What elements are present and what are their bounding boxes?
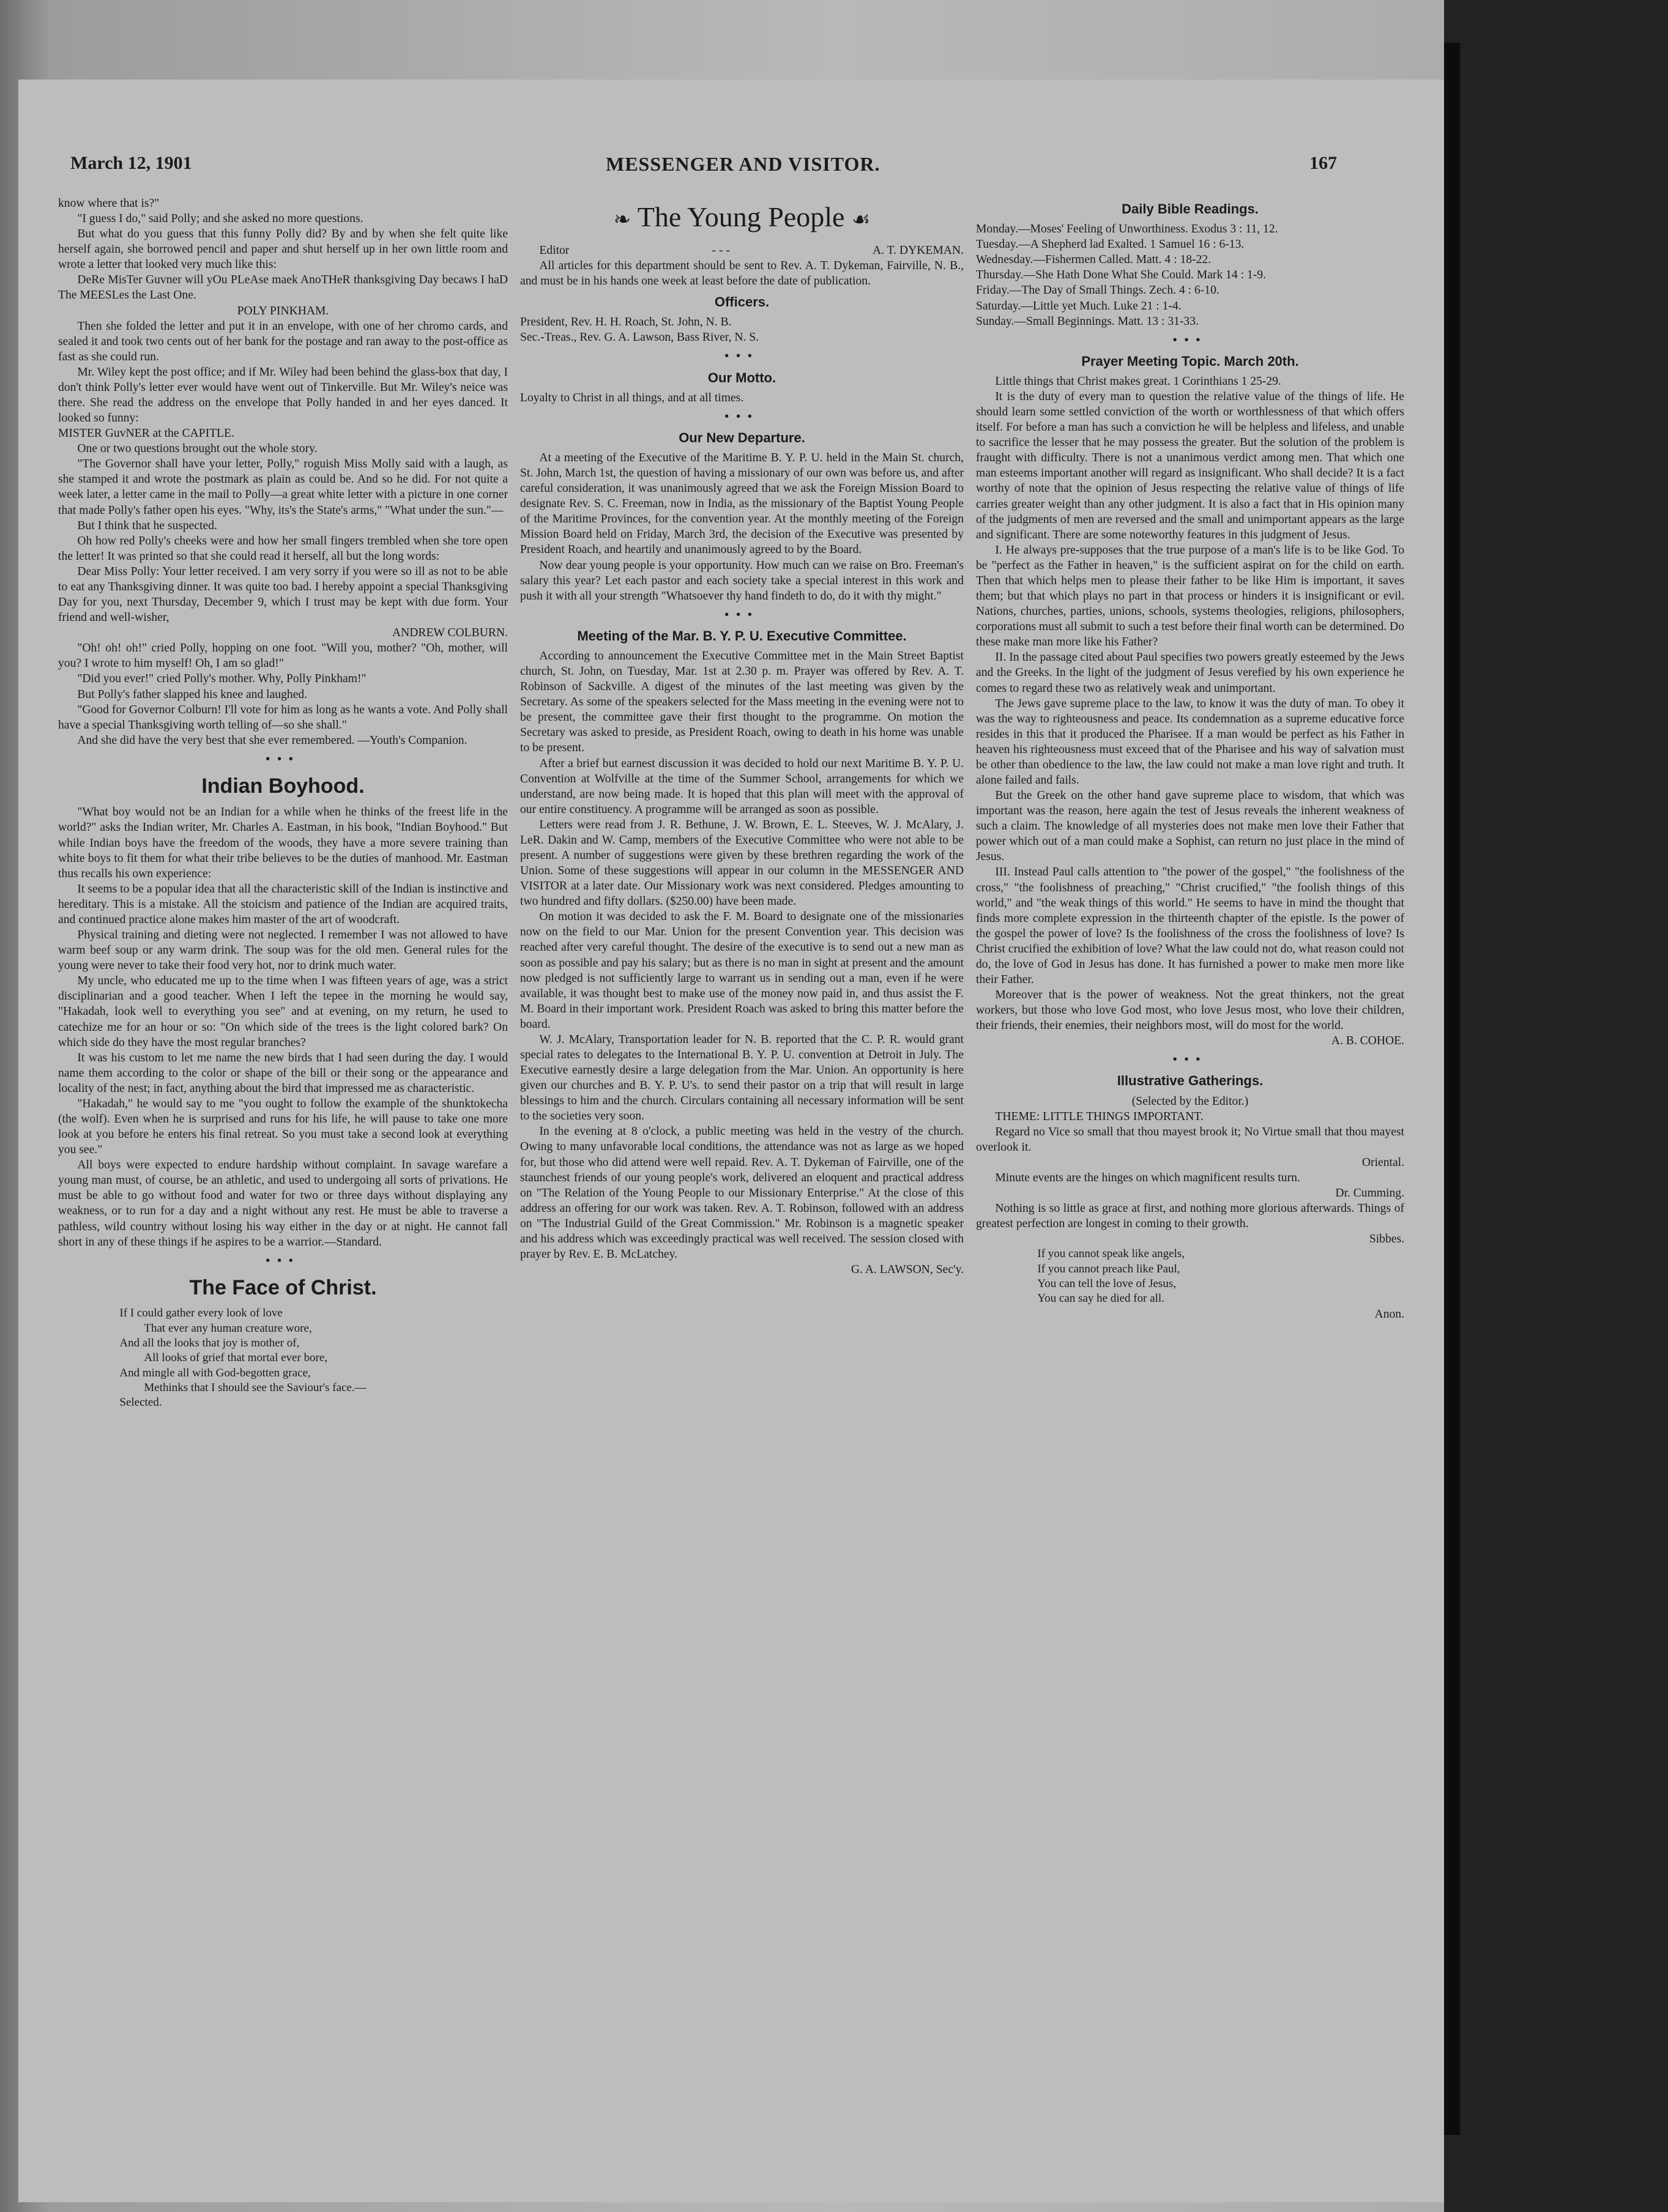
paragraph: Moreover that is the power of weakness. Not the great thinkers, not the great workers, but those who love God most, who love Jesus most, who love their children, their friends, their enemies, their neighbors most, will do most for the world. bbox=[976, 989, 1404, 1033]
poem-line: If you cannot speak like angels, bbox=[1037, 1247, 1185, 1261]
secretary-signature: G. A. LAWSON, Sec'y. bbox=[851, 1263, 964, 1277]
paragraph: Mr. Wiley kept the post office; and if Mr. Wiley had been behind the glass-box that day, I don't think Polly's letter ever would have went out of Tinkerville. But Mr. Wiley's neice was there. She read the address on the envelope that Polly handed in and her eyes danced. It looked so funny: bbox=[58, 365, 508, 425]
heading-new-departure: Our New Departure. bbox=[679, 429, 805, 445]
letter-signature: POLY PINKHAM. bbox=[237, 304, 329, 317]
poem-line: And all the looks that joy is mother of, bbox=[119, 1336, 300, 1349]
editor-name: A. T. DYKEMAN. bbox=[873, 243, 964, 257]
quote-text: Regard no Vice so small that thou mayest brook it; No Virtue small that thou mayest overlook it. bbox=[976, 1125, 1404, 1154]
officer-line: President, Rev. H. H. Roach, St. John, N. B. bbox=[520, 316, 732, 329]
polly-letter: DeRe MisTer Guvner will yOu PLeAse maek AnoTHeR thanksgiving Day becaws I haD The MEESLes the Last One. bbox=[58, 273, 508, 302]
paragraph: But the Greek on the other hand gave supreme place to wisdom, that which was important was the reason, here again the test of Jesus reveals the inherent weakness of such a claim. The knowledge of all mysteries does not make men love their Father that power which out of a man could make a Sophist, can return no just place in the mind of Jesus. bbox=[976, 789, 1404, 864]
officer-line: Sec.-Treas., Rev. G. A. Lawson, Bass River, N. S. bbox=[520, 331, 759, 344]
paragraph: Then she folded the letter and put it in an envelope, with one of her chromo cards, and sealed it and took two cents out of her bank for the postage and ran away to the post-office as fast as she could run. bbox=[58, 319, 508, 363]
prayer-signature: A. B. COHOE. bbox=[1331, 1034, 1404, 1048]
poem-line: If you cannot preach like Paul, bbox=[1037, 1262, 1180, 1275]
paragraph: In the evening at 8 o'clock, a public meeting was held in the vestry of the church. Owing to many unfavorable local conditions, the attendance was not as large as we hoped for, but those who did attend were well repaid. Rev. A. T. Dykeman of Fairville, one of the staunchest friends of our young people's work, delivered an eloquent and practical address on "The Relation of the Young People to our Missionary Enterprise." At the close of this address an offering for our work was taken. Rev. A. T. Robinson, followed with an address on "The Industrial Guild of the Great Commission." Mr. Robinson is a magnetic speaker and his address which was exceedingly practical was well received. The session closed with prayer by Rev. E. B. McLatchey. bbox=[520, 1125, 964, 1261]
heading-executive-meeting: Meeting of the Mar. B. Y. P. U. Executive Committee. bbox=[577, 628, 907, 644]
fleuron-icon: ❧ bbox=[613, 209, 631, 231]
reading-line: Thursday.—She Hath Done What She Could. Mark 14 : 1-9. bbox=[976, 269, 1266, 282]
paragraph: II. In the passage cited about Paul specifies two powers greatly esteemed by the Jews and the Greeks. In the light of the judgment of Jesus verefied by his own experience he comes to regard these two as relatively weak and unimportant. bbox=[976, 651, 1404, 695]
motto-text: Loyalty to Christ in all things, and at all times. bbox=[520, 391, 744, 404]
paragraph: According to announcement the Executive Committee met in the Main Street Baptist church, St. John, on Tuesday, Mar. 1st at 2.30 p. m. Prayer was offered by Rev. A. T. Robinson of Sackville. A digest of the minutes of the last meeting was given by the Secretary. As some of the speakers selected for the Mass meeting in the evening were not to be present, the committee gave their first thought to the programme. On motion the Secretary was asked to preside, as President Roach, owing to death in his home was unable to be present. bbox=[520, 649, 964, 755]
poem-line: All looks of grief that mortal ever bore, bbox=[144, 1351, 328, 1365]
paragraph: It is the duty of every man to question the relative value of the things of life. He should learn some settled conviction of the worth or worthlessness of that which offers itself. For before a man has such a conviction he will be helpless and lifeless, and unable to sacrifice the lesser that he may possess the greater. But the solution of the problem is fraught with difficulty. There is not a unanimous verdict among men. That which one man esteems important another will regard as insignificant. Who shall decide? It is a fact worthy of note that the opinion of Jesus respecting the relative value of things of life carries greater weight than any other judgment. It is also a fact that in His opinion many of the judgments of men are reversed and the small and unimportant appears as the large and significant. There are some noteworthy features in this judgment of Jesus. bbox=[976, 390, 1404, 541]
paragraph: "Good for Governor Colburn! I'll vote for him as long as he wants a vote. And Polly shall have a special Thanksgiving worth telling of—so she shall." bbox=[58, 703, 508, 732]
poem-line: That ever any human creature wore, bbox=[144, 1321, 312, 1335]
governor-letter: Dear Miss Polly: Your letter received. I am very sorry if you were so ill as not to be able to eat any Thanksgiving dinner. It was quite too bad. I hereby appoint a special Thanksgiving Day for you, next Thursday, December 9, which I trust may be kept with due form. Your friend and well-wisher, bbox=[58, 565, 508, 625]
heading-bible-readings: Daily Bible Readings. bbox=[1122, 201, 1259, 217]
binding-edge bbox=[1444, 0, 1668, 2212]
paragraph: "Oh! oh! oh!" cried Polly, hopping on one foot. "Will you, mother? "Oh, mother, will you? I wrote to him myself! Oh, I am so glad!" bbox=[58, 642, 508, 670]
reading-line: Monday.—Moses' Feeling of Unworthiness. Exodus 3 : 11, 12. bbox=[976, 223, 1278, 236]
editor-line bbox=[520, 243, 964, 258]
section-title bbox=[520, 199, 964, 236]
editor-label: Editor bbox=[539, 243, 570, 257]
section-title-text: The Young People bbox=[637, 201, 845, 232]
paragraph: "The Governor shall have your letter, Polly," roguish Miss Molly said with a laugh, as she stamped it and wrote the postmark as plain as could be. And so he did. For not quite a week later, a letter came in the mail to Polly—a great white letter with a picture in one corner that made Polly's father open his eyes. "Why, its's the State's arms," "What under the sun."— bbox=[58, 458, 508, 517]
paragraph: Letters were read from J. R. Bethune, J. W. Brown, E. L. Steeves, W. J. McAlary, J. LeR. Dakin and W. Camp, members of the Executive Committee who were not able to be present. A number of suggestions were given by these brethren regarding the work of the Union. Some of these suggestions will appear in our column in the MESSENGER AND VISITOR at a later date. Our Missionary work was next considered. Pledges amounting to two hundred and fifty dollars. ($250.00) have been made. bbox=[520, 818, 964, 908]
governor-signature: ANDREW COLBURN. bbox=[392, 626, 508, 640]
editor-dashes: - - - bbox=[712, 243, 730, 257]
section-divider: ••• bbox=[1172, 333, 1208, 347]
paragraph: "What boy would not be an Indian for a while when he thinks of the freest life in the world?" asks the Indian writer, Mr. Charles A. Eastman, in his book, "Indian Boyhood." But while Indian boys have the freedom of the woods, they have a more severe training than white boys to fit them for what their tribe believes to be the duties of manhood. Mr. Eastman thus recalls his own experience: bbox=[58, 806, 508, 880]
paragraph: Little things that Christ makes great. 1 Corinthians 1 25-29. bbox=[995, 374, 1281, 388]
reading-line: Tuesday.—A Shepherd lad Exalted. 1 Samuel 16 : 6-13. bbox=[976, 238, 1245, 251]
column-middle bbox=[520, 196, 964, 2190]
paragraph: All articles for this department should be sent to Rev. A. T. Dykeman, Fairville, N. B., and must be in his hands one week at least before the date of publication. bbox=[520, 259, 964, 288]
poem-line: You can tell the love of Jesus, bbox=[1037, 1277, 1176, 1291]
gatherings-note: (Selected by the Editor.) bbox=[1131, 1094, 1249, 1108]
heading-illustrative-gatherings: Illustrative Gatherings. bbox=[1117, 1073, 1264, 1089]
heading-indian-boyhood: Indian Boyhood. bbox=[201, 774, 365, 798]
envelope-address: MISTER GuvNER at the CAPITLE. bbox=[58, 427, 234, 440]
paragraph: "Did you ever!" cried Polly's mother. Why, Polly Pinkham!" bbox=[77, 672, 367, 686]
poem-line: And mingle all with God-begotten grace, bbox=[119, 1366, 311, 1379]
section-divider: ••• bbox=[266, 752, 300, 766]
paragraph: The Jews gave supreme place to the law, to know it was the duty of man. To obey it was the way to righteousness and peace. Its condemnation as a supreme educative force resides in this that it produced the Pharisee. If a man would be perfect as his Father in heaven his righteousness must exceed that of the Pharisee and his way of salvation must be other than obedience to the law, the law could not make a man love right and truth. It alone failed and fails. bbox=[976, 697, 1404, 787]
heading-face-of-christ: The Face of Christ. bbox=[189, 1275, 377, 1299]
quote-source: Sibbes. bbox=[1369, 1233, 1404, 1246]
poem-line: You can say he died for all. bbox=[1037, 1292, 1164, 1305]
paragraph: Oh how red Polly's cheeks were and how her small fingers trembled when she tore open the letter! It was printed so that she could read it herself, all but the long words: bbox=[58, 534, 508, 563]
quote-text: Nothing is so little as grace at first, and nothing more glorious afterwards. Things of greatest perfection are longest in coming to their growth. bbox=[976, 1202, 1404, 1231]
page-number: 167 bbox=[1309, 153, 1337, 173]
paragraph: Now dear young people is your opportunity. How much can we raise on Bro. Freeman's salary this year? Let each pastor and each society take a special interest in this work and push it with all your strength "Whatsoever thy hand findeth to do, do it with thy might." bbox=[520, 559, 964, 603]
paragraph: W. J. McAlary, Transportation leader for N. B. reported that the C. P. R. would grant special rates to delegates to the International B. Y. P. U. convention at Detroit in July. The Executive earnestly desire a large delegation from the Mar. Union. An opportunity is here given our churches and B. Y. P. U's. to send their pastor on a trip that will result in large blessings to him and the church. Circulars containing all necessary information will be sent to the societies very soon. bbox=[520, 1033, 964, 1123]
section-divider: ••• bbox=[724, 410, 759, 423]
heading-motto: Our Motto. bbox=[707, 369, 776, 385]
quote-source: Oriental. bbox=[1361, 1156, 1404, 1169]
reading-line: Friday.—The Day of Small Things. Zech. 4 : 6-10. bbox=[976, 284, 1219, 297]
paragraph: On motion it was decided to ask the F. M. Board to designate one of the missionaries now on the field to our Mar. Union for the present Convention year. This decision was reached after very careful thought. The desire of the executive is to send out a new man as soon as possible and pay his salary; but as there is no man in sight at present and the amount now pledged is not sufficiently large to warrant us in sending out a man, even if he were available, it was thought best to make use of the money now paid in, and thus assist the F. M. Board in their important work. President Roach was asked to bring this matter before the board. bbox=[520, 910, 964, 1031]
section-divider: ••• bbox=[724, 608, 759, 622]
quote-source: Dr. Cumming. bbox=[1335, 1187, 1404, 1200]
paragraph: After a brief but earnest discussion it was decided to hold our next Maritime B. Y. P. U. Convention at Wolfville at the time of the Summer School, arrangements for which we understand, are now being made. It is hoped that this plan will meet with the approval of our entire constituency. A programme will be arranged as soon as possible. bbox=[520, 757, 964, 816]
paragraph: But what do you guess that this funny Polly did? By and by when she felt quite like herself again, she borrowed pencil and paper and shut herself up in her own little room and wrote a letter that looked very much like this: bbox=[58, 228, 508, 272]
reading-line: Sunday.—Small Beginnings. Matt. 13 : 31-33. bbox=[976, 314, 1199, 328]
paragraph: At a meeting of the Executive of the Maritime B. Y. P. U. held in the Main St. church, St. John, March 1st, the question of having a missionary of our own was before us, and after careful consideration, it was unanimously agreed that we ask the Foreign Mission Board to designate Rev. S. C. Freeman, now in India, as the missionary of the Baptist Young People of the Maritime Provinces, for the convention year. At the monthly meeting of the Foreign Mission Board held on Friday, March 3rd, the decision of the Executive was presented by President Roach, and heartily and unanimously agreed to by the Board. bbox=[520, 451, 964, 557]
newspaper-page bbox=[18, 80, 1444, 2202]
column-right bbox=[976, 196, 1404, 2190]
theme-line: THEME: LITTLE THINGS IMPORTANT. bbox=[995, 1110, 1204, 1123]
paragraph: It seems to be a popular idea that all the characteristic skill of the Indian is instinctive and hereditary. This is a mistake. All the stoicism and patience of the Indian are acquired traits, and continued practice alone makes him master of the art of woodcraft. bbox=[58, 882, 508, 926]
masthead-title: MESSENGER AND VISITOR. bbox=[606, 153, 881, 175]
paragraph: But I think that he suspected. bbox=[77, 519, 217, 532]
reading-line: Wednesday.—Fishermen Called. Matt. 4 : 18-22. bbox=[976, 253, 1212, 267]
heading-officers: Officers. bbox=[714, 294, 770, 310]
paragraph: Physical training and dieting were not neglected. I remember I was not allowed to have warm beef soup or any warm drink. The soup was for the old men. General rules for the young were never to take their food very hot, nor to drink much water. bbox=[58, 929, 508, 973]
paragraph: One or two questions brought out the whole story. bbox=[77, 442, 318, 456]
section-divider: ••• bbox=[1172, 1053, 1208, 1067]
poem-line: Methinks that I should see the Saviour's face.— bbox=[144, 1381, 367, 1394]
paragraph: All boys were expected to endure hardship without complaint. In savage warefare a young man must, of course, be an athletic, and used to undergoing all sorts of privations. He must be able to go without food and water for two or three days without displaying any weakness, or to run for a day and a night without any rest. He must be able to traverse a pathless, wild country without losing his way either in the day or at night. He cannot fall short in any of these things if he aspires to be a warrior.—Standard. bbox=[58, 1159, 508, 1249]
issue-date: March 12, 1901 bbox=[70, 153, 192, 173]
paragraph: My uncle, who educated me up to the time when I was fifteen years of age, was a strict disciplinarian and a good teacher. When I left the tepee in the morning he would say, "Hakadah, look well to everything you see" and at evening, on my return, he used to catechize me for an hour or so: "On which side of the trees is the light colored bark? On which side do they have the most regular branches? bbox=[58, 974, 508, 1049]
section-divider: ••• bbox=[724, 350, 759, 363]
poem-source: Selected. bbox=[119, 1396, 162, 1409]
poem-source: Anon. bbox=[1374, 1307, 1404, 1321]
reading-line: Saturday.—Little yet Much. Luke 21 : 1-4. bbox=[976, 299, 1182, 313]
poem-line: If I could gather every look of love bbox=[119, 1307, 283, 1320]
heading-prayer-topic: Prayer Meeting Topic. March 20th. bbox=[1081, 353, 1299, 369]
fleuron-icon: ☙ bbox=[851, 209, 871, 231]
quote-text: Minute events are the hinges on which magnificent results turn. bbox=[995, 1171, 1300, 1184]
section-divider: ••• bbox=[266, 1254, 300, 1267]
paragraph: know where that is?" bbox=[58, 197, 160, 210]
paragraph: I. He always pre-supposes that the true purpose of a man's life is to be like God. To be "perfect as the Father in heaven," is the sufficient aspirat on for the child on earth. Then that which helps men to please their father to be like Him is important, it saves them; but that which plays no part in that process or hinders it is insignificant or evil. Nations, churches, parties, unions, schools, systems theologies, religions, philosophers, corporations must all submit to such a test before their final worth can be determined. Do these make man more like his Father? bbox=[976, 543, 1404, 649]
column-left bbox=[58, 196, 508, 2190]
paragraph: But Polly's father slapped his knee and laughed. bbox=[77, 688, 308, 701]
paragraph: And she did have the very best that she ever remembered. —Youth's Companion. bbox=[77, 733, 467, 747]
paragraph: It was his custom to let me name the new birds that I had seen during the day. I would name them according to the color or shape of the bill or their song or the appearance and locality of the nest; in fact, anything about the bird that impressed me as characteristic. bbox=[58, 1051, 508, 1095]
paragraph: "I guess I do," said Polly; and she asked no more questions. bbox=[77, 212, 363, 226]
paragraph: "Hakadah," he would say to me "you ought to follow the example of the shunktokecha (the wolf). Even when he is surprised and runs for his life, he will pause to take one more look at you before he enters his final retreat. So you must take a second look at everything you see." bbox=[58, 1097, 508, 1157]
paragraph: III. Instead Paul calls attention to "the power of the gospel," "the foolishness of the cross," "the foolishness of preaching," "Christ crucified," "the foolish things of this world," and "the weak things of this world." He seems to have in mind the thought that finds more complete expression in the thirteenth chapter of the epistle. Is the power of the gospel the power of love? Is the foolishness of the cross the foolishness of love? Is Christ crucified the exhibition of love? What the law could not do, what reason could not do, the love of God in Jesus has done. It has furnished a power to make men more like their Father. bbox=[976, 866, 1404, 986]
